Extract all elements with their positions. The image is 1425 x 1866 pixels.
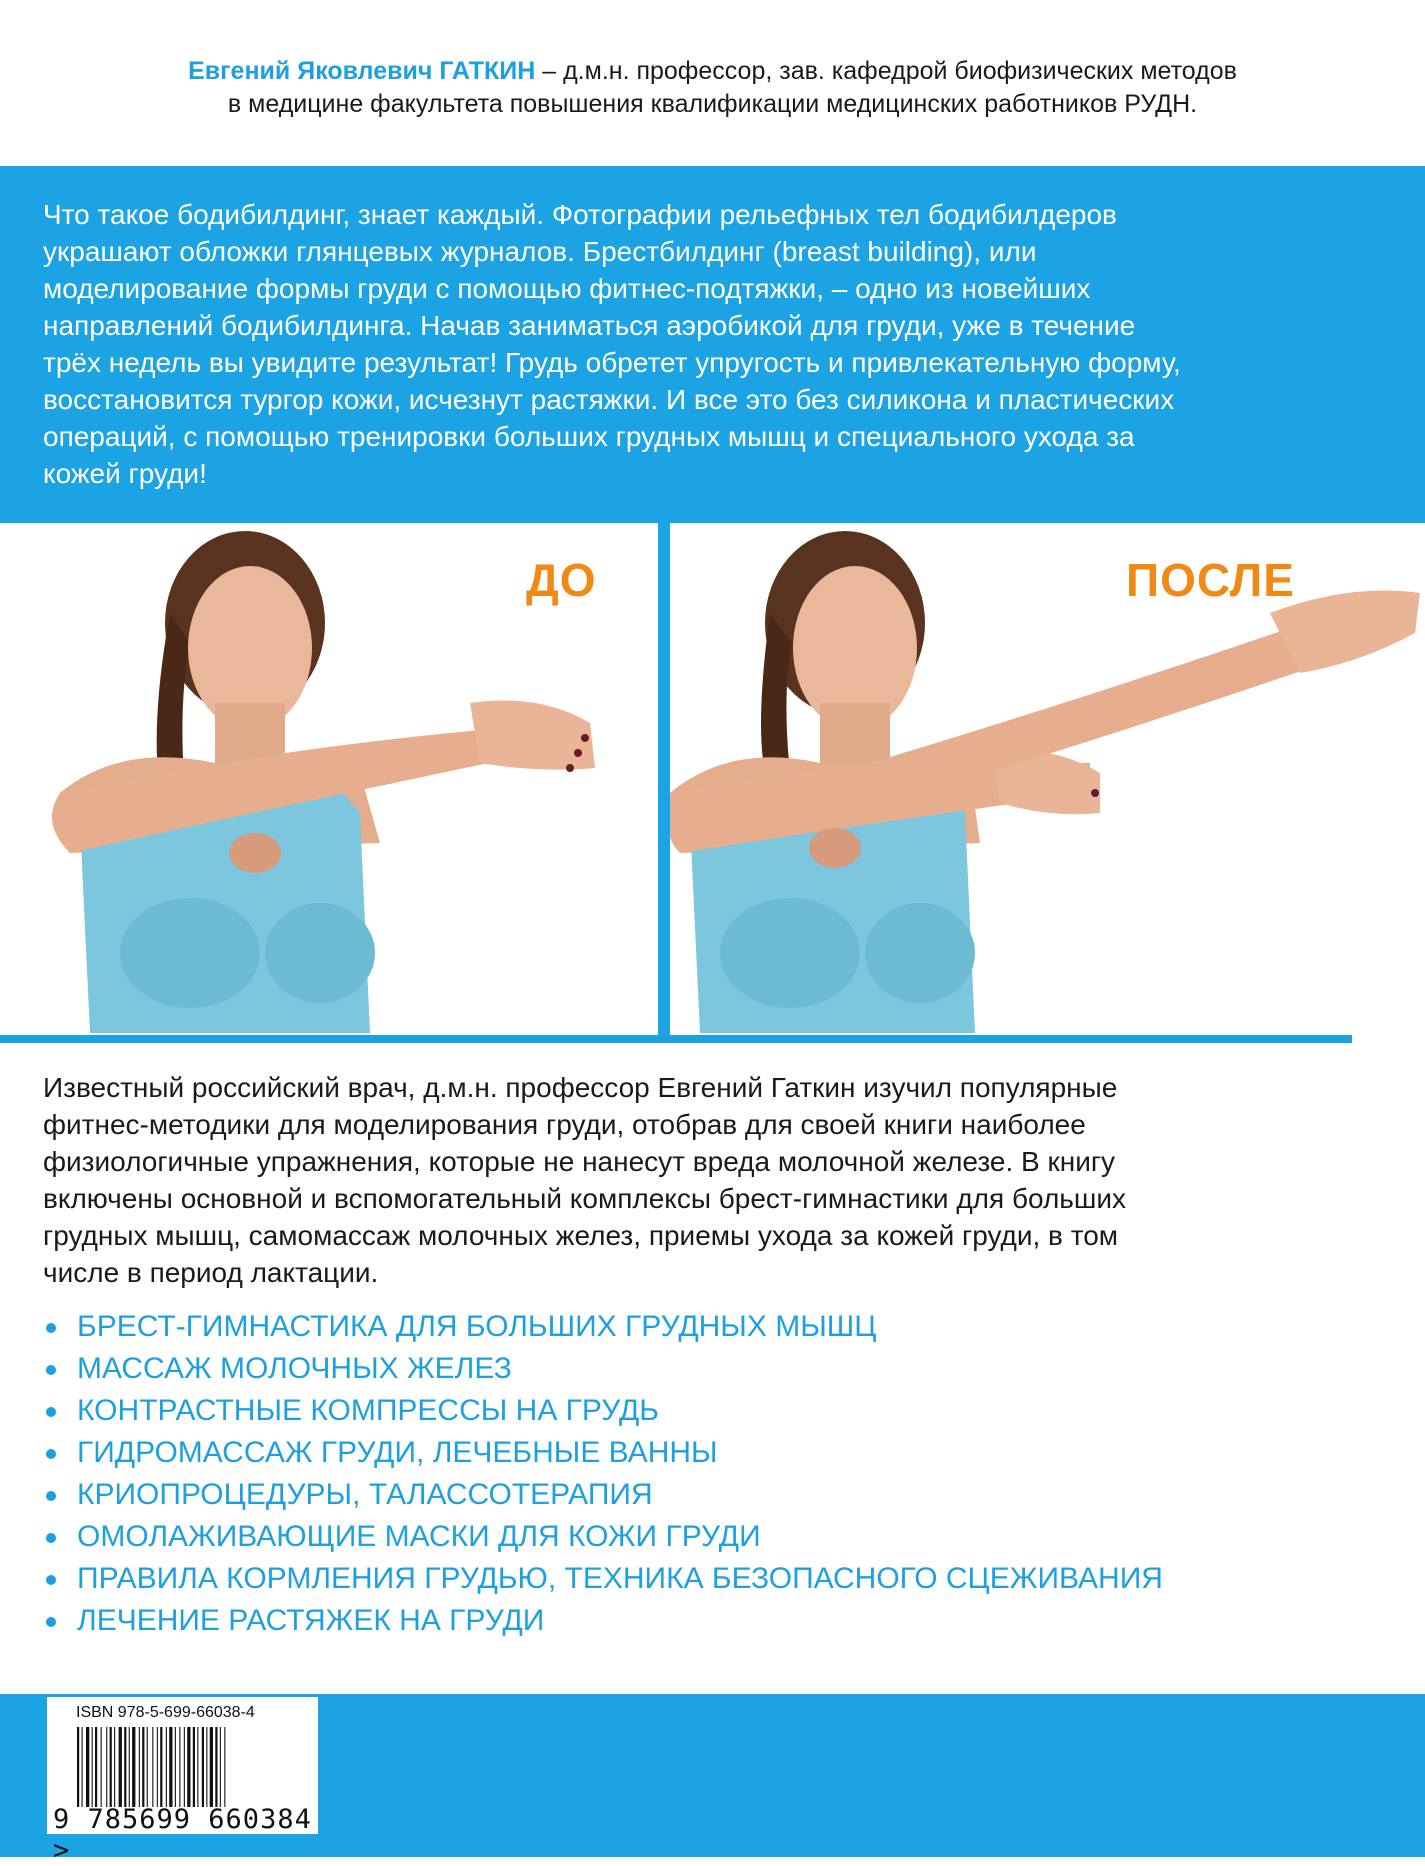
- bullet-icon: [46, 1575, 56, 1585]
- author-line-1: [0, 55, 1425, 88]
- bullet-icon: [46, 1491, 56, 1501]
- after-label: ПОСЛЕ: [1126, 554, 1295, 606]
- description-line: фитнес-методики для моделирования груди, отобрав для своей книги наиболее: [43, 1109, 1086, 1140]
- ean-digits: 9 785699 660384 >: [53, 1804, 312, 1866]
- intro-line: Что такое бодибилдинг, знает каждый. Фотографии рельефных тел бодибилдеров: [43, 199, 1117, 230]
- after-photo: [670, 523, 1425, 1033]
- feature-item: [43, 1516, 1163, 1558]
- barcode-icon: [77, 1727, 302, 1807]
- feature-text: ОМОЛАЖИВАЮЩИЕ МАСКИ ДЛЯ КОЖИ ГРУДИ: [77, 1520, 761, 1553]
- feature-item: [43, 1600, 1163, 1642]
- description-line: включены основной и вспомогательный комплексы брест-гимнастики для больших: [43, 1183, 1126, 1214]
- isbn-text: ISBN 978-5-699-66038-4: [76, 1704, 255, 1721]
- before-label: ДО: [526, 554, 597, 606]
- feature-list: [43, 1306, 1163, 1642]
- feature-text: КРИОПРОЦЕДУРЫ, ТАЛАССОТЕРАПИЯ: [77, 1478, 653, 1511]
- photo-divider-horizontal: [0, 1035, 1352, 1043]
- bullet-icon: [46, 1449, 56, 1459]
- feature-item: [43, 1558, 1163, 1600]
- intro-line: операций, с помощью тренировки больших грудных мышц и специального ухода за: [43, 421, 1135, 452]
- description-line: числе в период лактации.: [43, 1257, 379, 1288]
- author-block: [0, 55, 1425, 121]
- photo-divider-vertical: [658, 523, 670, 1043]
- feature-text: БРЕСТ-ГИМНАСТИКА ДЛЯ БОЛЬШИХ ГРУДНЫХ МЫШЦ: [77, 1310, 877, 1343]
- description-line: физиологичные упражнения, которые не нанесут вреда молочной железе. В книгу: [43, 1146, 1116, 1177]
- bullet-icon: [46, 1533, 56, 1543]
- before-after-photos: [0, 523, 1425, 1043]
- barcode-box: [47, 1697, 318, 1866]
- author-name: Евгений Яковлевич ГАТКИН: [188, 57, 536, 85]
- description-line: грудных мышц, самомассаж молочных желез, приемы ухода за кожей груди, в том: [43, 1220, 1119, 1251]
- feature-item: [43, 1348, 1163, 1390]
- intro-line: украшают обложки глянцевых журналов. Брестбилдинг (breast building), или: [43, 236, 1037, 267]
- feature-text: ЛЕЧЕНИЕ РАСТЯЖЕК НА ГРУДИ: [77, 1604, 545, 1637]
- book-description: [43, 1069, 1343, 1291]
- bullet-icon: [46, 1323, 56, 1333]
- feature-item: [43, 1432, 1163, 1474]
- description-line: Известный российский врач, д.м.н. профессор Евгений Гаткин изучил популярные: [43, 1072, 1118, 1103]
- intro-line: направлений бодибилдинга. Начав заниматься аэробикой для груди, уже в течение: [43, 310, 1136, 341]
- feature-text: ПРАВИЛА КОРМЛЕНИЯ ГРУДЬЮ, ТЕХНИКА БЕЗОПАСНОГО СЦЕЖИВАНИЯ: [77, 1562, 1163, 1595]
- intro-line: кожей груди!: [43, 458, 207, 489]
- bullet-icon: [46, 1365, 56, 1375]
- feature-item: [43, 1390, 1163, 1432]
- bullet-icon: [46, 1617, 56, 1627]
- feature-item: [43, 1306, 1163, 1348]
- feature-item: [43, 1474, 1163, 1516]
- author-line-2: в медицине факультета повышения квалификации медицинских работников РУДН.: [227, 90, 1198, 118]
- woman-after-illustration: [670, 523, 1425, 1033]
- feature-text: ГИДРОМАССАЖ ГРУДИ, ЛЕЧЕБНЫЕ ВАННЫ: [77, 1436, 718, 1469]
- bullet-icon: [46, 1407, 56, 1417]
- feature-text: КОНТРАСТНЫЕ КОМПРЕССЫ НА ГРУДЬ: [77, 1394, 659, 1427]
- before-photo: [0, 523, 658, 1033]
- feature-text: МАССАЖ МОЛОЧНЫХ ЖЕЛЕЗ: [77, 1352, 512, 1385]
- intro-line: восстановится тургор кожи, исчезнут растяжки. И все это без силикона и пластических: [43, 384, 1175, 415]
- intro-line: моделирование формы груди с помощью фитнес-подтяжки, – одно из новейших: [43, 273, 1091, 304]
- intro-line: трёх недель вы увидите результат! Грудь обретет упругость и привлекательную форму,: [43, 347, 1181, 378]
- intro-text: [43, 196, 1403, 492]
- author-credentials: – д.м.н. профессор, зав. кафедрой биофизических методов: [535, 57, 1237, 85]
